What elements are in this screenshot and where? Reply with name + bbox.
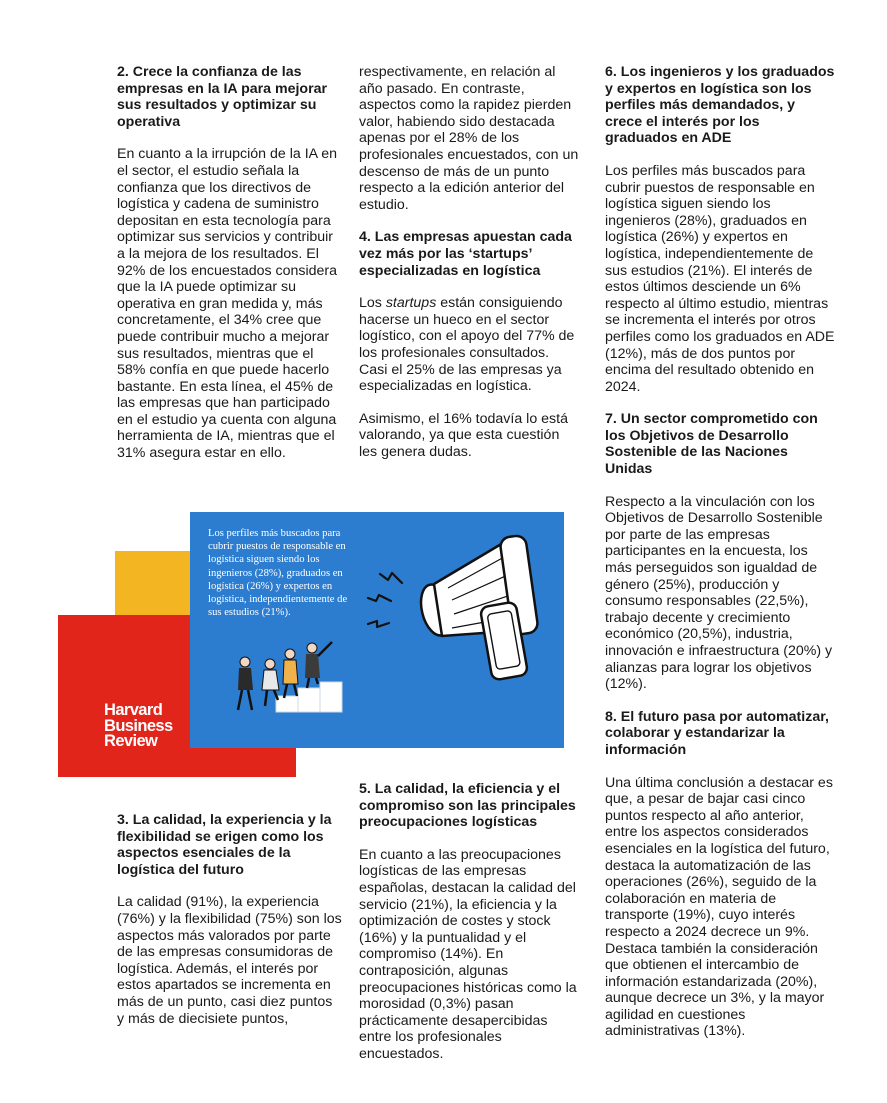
column-2-top [359,64,581,460]
column-3 [605,64,835,1040]
section-4-heading: 4. Las empresas apuestan cada vez más por las ‘startups’ especializadas en logística [359,229,572,279]
megaphone-icon [416,535,539,681]
section-6-heading: 6. Los ingenieros y los graduados y expertos en logística son los perfiles más demandados, y crece el interés por los graduados en ADE [605,64,835,147]
section-4-body [359,295,581,395]
illustration-caption: Los perfiles más buscados para cubrir puestos de responsable en logística siguen siendo los ingenieros (28%), graduados en logística (26%) y expertos en logística, independientemente de sus estudios (21%). [208,528,348,619]
logo-line-2: Business [104,716,173,735]
section-8-body: Una última conclusión a destacar es que, a pesar de bajar casi cinco puntos respecto al año anterior, entre los aspectos considerados esenciales en la logística del futuro, destaca la automatización de las operaciones (26%), seguido de la colaboración en materia de transporte (19%), cuyo interés respecto a 2024 decrece un 9%. Destaca también la consideración que obtienen el intercambio de información estandarizada (20%), aunque decrece un 3%, y la mayor agilidad en cuestiones administrativas (13%). [605,774,833,1040]
column-1-bottom [117,812,343,1027]
section-3-heading: 3. La calidad, la experiencia y la flexibilidad se erigen como los aspectos esenciales de la logística del futuro [117,812,332,878]
column-1-top [117,64,343,462]
section-5-body: En cuanto a las preocupaciones logísticas de las empresas españolas, destacan la calidad del servicio (21%), la eficiencia y la optimización de costes y stock (16%) y la puntualidad y el compromiso (14%). En contraposición, algunas preocupaciones históricas como la morosidad (0,3%) pasan prácticamente desapercibidas entre los profesionales encuestados. [359,846,577,1062]
section-4-body-pre: Los [359,295,386,312]
section-2-body: En cuanto a la irrupción de la IA en el sector, el estudio señala la confianza que los directivos de logística y cadena de suministro depositan en esta tecnología para optimizar sus servicios y contribuir a la mejora de los resultados. El 92% de los encuestados considera que la IA puede optimizar su operativa en gran medida y, más concretamente, el 34% cree que puede contribuir mucho a mejorar sus resultados, mientras que el 58% confía en que puede hacerlo bastante. En esta línea, el 45% de las empresas que han participado en el estudio ya cuenta con alguna herramienta de IA, mientras que el 31% asegura estar en ello. [117,146,338,462]
section-2-heading: 2. Crece la confianza de las empresas en la IA para mejorar sus resultados y optimizar su operativa [117,64,328,130]
logo-line-1: Harvard [104,701,163,719]
section-5-heading: 5. La calidad, la eficiencia y el compromiso son las principales preocupaciones logísticas [359,781,576,831]
yellow-block [115,551,190,615]
hbr-logo [104,703,173,750]
section-3-continued: respectivamente, en relación al año pasado. En contraste, aspectos como la rapidez pierden valor, habiendo sido destacada apenas por el 28% de los profesionales encuestados, con un descenso de más de un punto respecto a la edición anterior del estudio. [359,64,579,213]
section-7-body: Respecto a la vinculación con los Objetivos de Desarrollo Sostenible por parte de las empresas participantes en la encuesta, los más perseguidos son igualdad de género (25%), producción y consumo responsables (22,5%), trabajo decente y crecimiento económico (20,5%), industria, innovación e infraestructura (20%) y alianzas para lograr los objetivos (12%). [605,493,833,693]
section-3-body: La calidad (91%), la experiencia (76%) y la flexibilidad (75%) son los aspectos más valorados por parte de las empresas consumidoras de logística. Además, el interés por estos apartados se incrementa en más de un punto, casi diez puntos y más de diecisiete puntos, [117,894,342,1027]
section-6-body: Los perfiles más buscados para cubrir puestos de responsable en logística siguen siendo los ingenieros (28%), graduados en logística (26%) y expertos en logística, independientemente de sus estudios (21%). El interés de estos últimos desciende un 6% respecto al último estudio, mientras se incrementa el interés por otros perfiles como los graduados en ADE (12%), más de dos puntos por encima del resultado obtenido en 2024. [605,162,835,395]
startups-emphasis: startups [385,295,437,312]
section-8-heading: 8. El futuro pasa por automatizar, colaborar y estandarizar la información [605,708,829,758]
logo-line-3: Review [104,732,158,750]
section-7-heading: 7. Un sector comprometido con los Objetivos de Desarrollo Sostenible de las Naciones Unidas [605,411,818,478]
section-4-body-post: están consiguiendo hacerse un hueco en el sector logístico, con el apoyo del 77% de los profesionales consultados. Casi el 25% de las empresas ya especializadas en logística. [359,295,575,395]
column-2-bottom [359,781,581,1063]
section-4-body-2: Asimismo, el 16% todavía lo está valorando, ya que esta cuestión les genera dudas. [359,410,568,460]
